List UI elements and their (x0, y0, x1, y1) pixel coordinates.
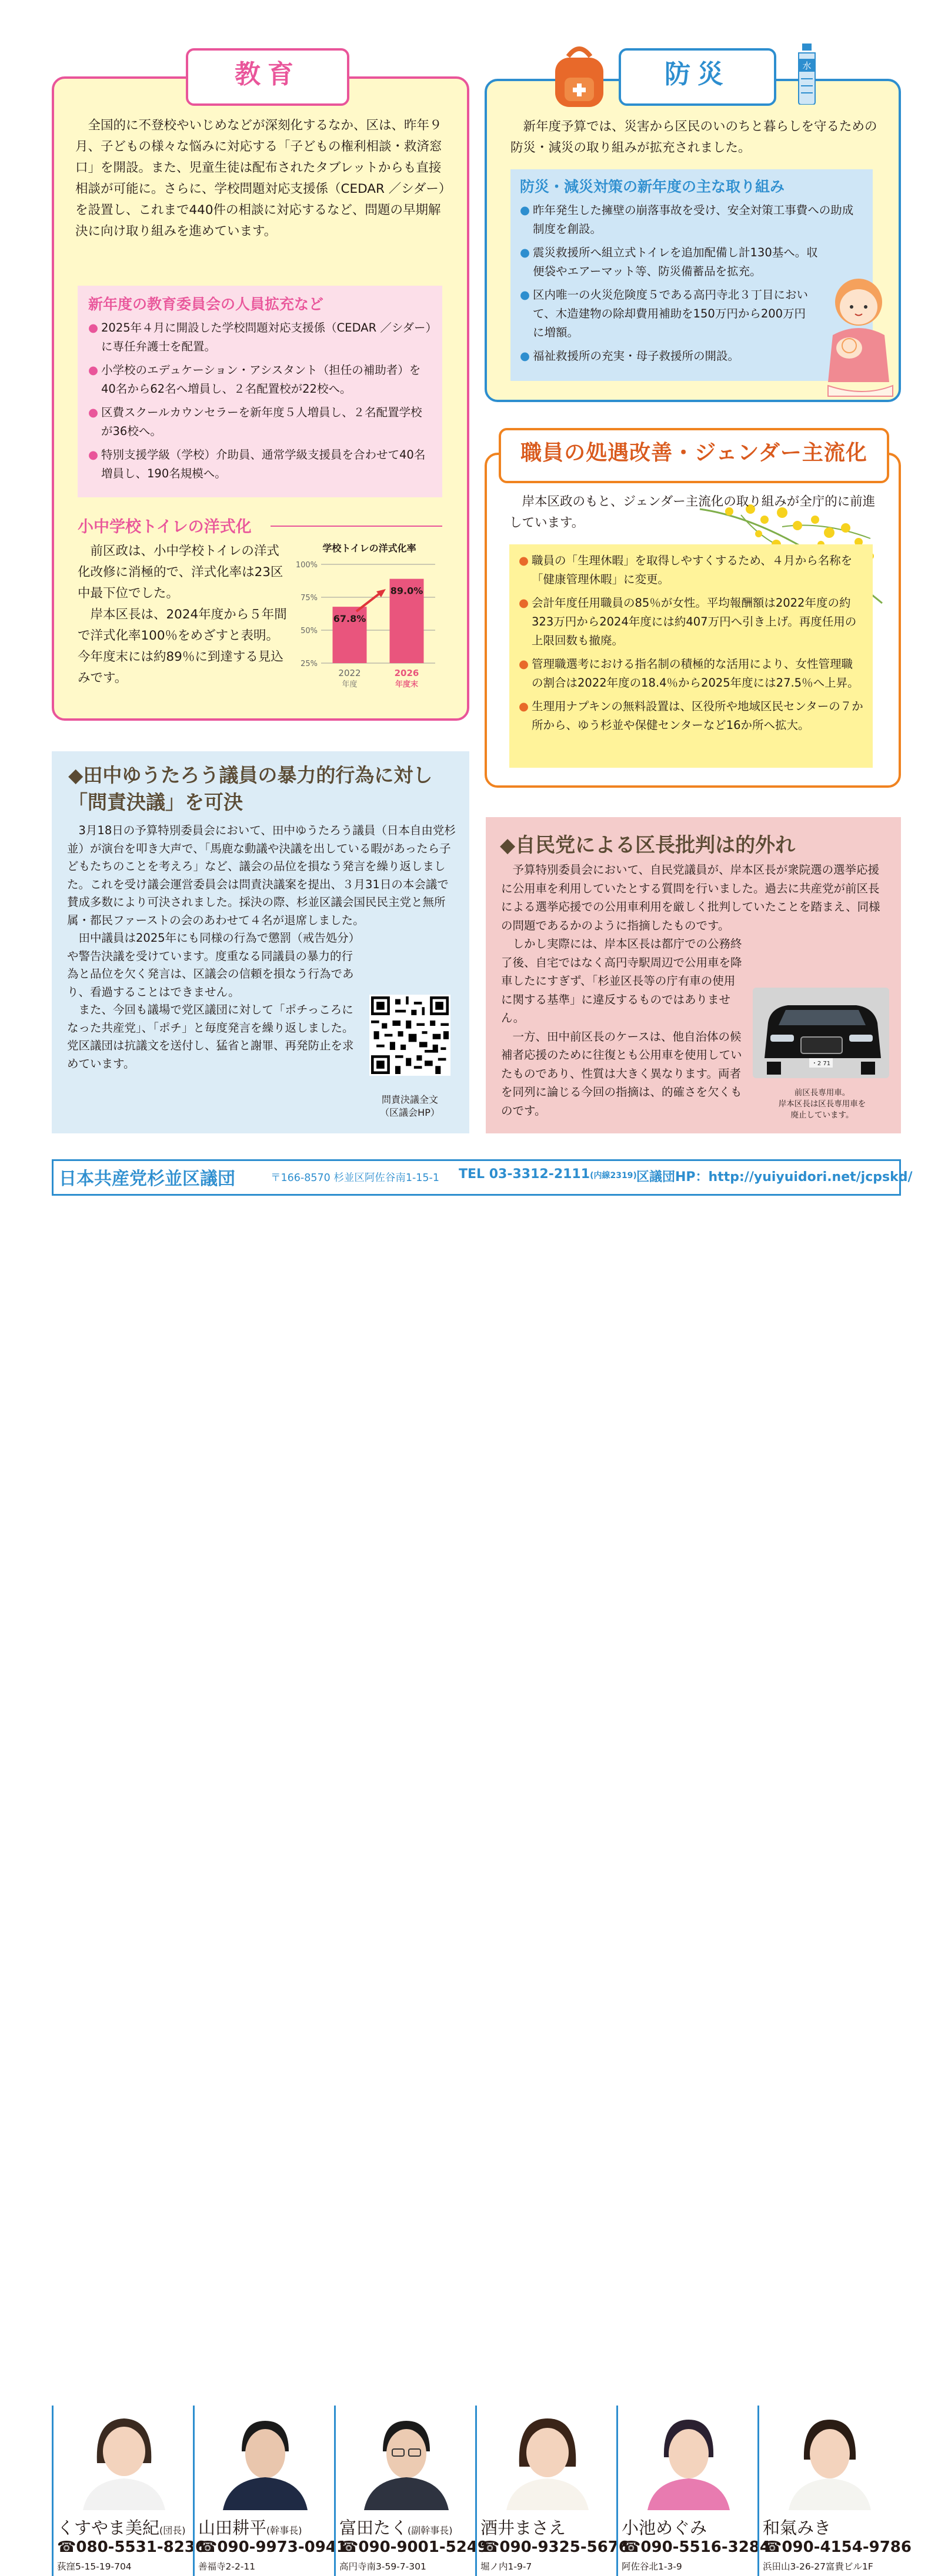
chart-data-label: 89.0% (390, 585, 423, 597)
member-photo (783, 2410, 877, 2510)
list-item (519, 697, 863, 735)
list-item-text: 福祉救援所の充実・母子救援所の開設。 (533, 349, 740, 363)
list-item-text: 区費スクールカウンセラーを新年度５人増員し、２名配置学校が36校へ。 (101, 406, 422, 438)
chart-data-label: 67.8% (333, 613, 366, 625)
member-name-text: 和氣みき (763, 2518, 832, 2538)
censure-paragraph-1: 3月18日の予算特別委員会において、田中ゆうたろう議員（日本自由党杉並）が演台を叩き大声で、「馬鹿な動議や決議を出している暇があったら子どもたちのことを考えろ」など、議会の品位を損なう発言を繰り返しました。これを受け議会運営委員会は問責決議案を提出、３月31日の本会議で賛成多数により可決されました。採決の際、杉並区議会国民民主党と無所属・都民ファーストの会のあわせて４名が退席しました。 (67, 824, 456, 927)
org-phone-extension: (内線2319) (590, 1171, 637, 1180)
member-photo (642, 2410, 736, 2510)
member-name (57, 2515, 186, 2539)
member-phone[interactable]: ☎080-5531-8236 (57, 2538, 206, 2556)
list-item (519, 594, 863, 650)
emergency-backpack-icon (550, 42, 608, 108)
org-address: 〒166-8570 杉並区阿佐谷南1-15-1 (271, 1172, 439, 1184)
education-intro: 全国的に不登校やいじめなどが深刻化するなか、区は、昨年９月、子どもの様々な悩みに対応する「子どもの権利相談・救済窓口」を開設。また、児童生徒は配布されたタブレットからも直接相談が可能に。さらに、学校問題対応支援係（CEDAR ／シダー）を設置し、これまで440件の相談に対応するなど、問題の早期解決に向け取り組みを進めています。 (75, 118, 452, 239)
member-photo (218, 2410, 312, 2510)
member-name-text: 酒井まさえ (480, 2518, 566, 2538)
member-name (339, 2515, 453, 2539)
rebuttal-heading: ◆自民党による区長批判は的外れ (500, 834, 796, 857)
chart-title: 学校トイレの洋式化率 (322, 543, 416, 554)
member-name-text: 小池めぐみ (622, 2518, 707, 2538)
toilet-paragraph-1: 前区政は、小中学校トイレの洋式化改修に消極的で、洋式化率は23区中最下位でした。 (78, 544, 283, 601)
chart-y-tick-label: 50% (301, 627, 318, 635)
list-item-text: 生理用ナプキンの無料設置は、区役所や地域区民センターの７か所から、ゆう杉並や保健センターなど16か所へ拡大。 (532, 700, 863, 732)
chart-x-tick-label: 2026 (394, 668, 419, 678)
list-item-text: 震災救援所へ組立式トイレを追加配備し計130基へ。収便袋やエアーマット等、防災備蓄品を拡充。 (533, 246, 818, 278)
bullet-icon: ● (519, 596, 529, 610)
member-phone[interactable]: ☎090-9001-5249 (339, 2538, 488, 2556)
disaster-box-title: 防災・減災対策の新年度の主な取り組み (520, 178, 785, 195)
education-box-title: 新年度の教育委員会の人員拡充など (88, 296, 324, 313)
divider (271, 526, 442, 527)
member-card (616, 2406, 770, 2576)
member-address: 阿佐谷北1-3-9 (622, 2561, 682, 2572)
member-address: 善福寺2-2-11 (198, 2561, 256, 2572)
org-phone-number: TEL 03-3312-2111 (459, 1167, 590, 1182)
member-phone[interactable]: ☎090-5516-3284 (622, 2538, 770, 2556)
water-bottle-icon (794, 44, 820, 105)
car-icon (753, 988, 889, 1078)
list-item (520, 243, 827, 281)
disaster-tab-title: 防災 (619, 48, 776, 106)
chart-x-axis (338, 668, 419, 689)
education-tab-title: 教育 (186, 48, 349, 106)
censure-paragraph-3: また、今回も議場で党区議団に対して「ポチっころになった共産党」、「ポチ」と毎度発言を繰り返しました。党区議団は抗議文を送付し、猛省と謝罪、再発防止を求めています。 (67, 1003, 354, 1070)
list-item (520, 201, 862, 239)
member-name (622, 2515, 707, 2539)
rebuttal-paragraph-3: 一方、田中前区長のケースは、他自治体の候補者応援のために往復とも公用車を使用していたものであり、性質は大きく異なります。両者を同列に論じる今回の指摘は、的確さを欠くものです。 (501, 1029, 742, 1118)
education-staff-box (78, 286, 442, 497)
member-card (334, 2406, 488, 2576)
car-caption (747, 1088, 897, 1121)
member-name (480, 2515, 566, 2539)
rebuttal-paragraph-1: 予算特別委員会において、自民党議員が、岸本区長が衆院選の選挙応援に公用車を利用していたとする質問を行いました。過去に共産党が前区長による選挙応援での公用車利用を厳しく批判していたことを踏まえ、同様の問題であるかのように指摘したものです。 (501, 863, 880, 932)
list-item-text: 管理職選考における指名制の積極的な活用により、女性管理職の割合は2022年度の18.4％から2025年度には27.5％へ上昇。 (532, 657, 859, 690)
bullet-icon: ● (88, 321, 99, 334)
qr-caption-line-2: （区議会HP） (380, 1107, 440, 1118)
bullet-icon: ● (88, 363, 99, 377)
list-item (519, 655, 863, 692)
chart-y-tick-label: 25% (301, 660, 318, 668)
qr-caption (361, 1093, 459, 1119)
members-row (52, 1203, 912, 2572)
list-item (88, 446, 432, 483)
bullet-icon: ● (88, 406, 99, 419)
member-name-text: 山田耕平 (198, 2518, 267, 2538)
car-caption-line-2: 岸本区長は区長専用車を (778, 1099, 866, 1109)
bullet-icon: ● (520, 246, 530, 259)
staff-tab-title: 職員の処遇改善・ジェンダー主流化 (499, 428, 889, 483)
member-phone[interactable]: ☎090-4154-9786 (763, 2538, 912, 2556)
member-phone[interactable]: ☎090-9325-5676 (480, 2538, 629, 2556)
list-item (88, 361, 432, 399)
bullet-icon: ● (520, 288, 530, 302)
increase-arrow-icon (356, 591, 382, 611)
member-role: (団長) (159, 2525, 186, 2536)
water-label: 水 (802, 61, 812, 71)
bullet-icon: ● (520, 349, 530, 363)
member-card (193, 2406, 347, 2576)
list-item-text: 2025年４月に開設した学校問題対応支援係（CEDAR ／シダー）に専任弁護士を配置。 (101, 321, 432, 353)
chart-x-tick-label: 年度 (342, 680, 358, 689)
car-photo (753, 988, 889, 1078)
staff-measures-box (509, 544, 873, 768)
toilet-text (78, 541, 289, 689)
list-item-text: 会計年度任用職員の85％が女性。平均報酬額は2022年度の約323万円から2024年度には約407万円へ引き上げ。再度任用の上限回数も撤廃。 (532, 596, 857, 647)
member-phone[interactable]: ☎090-9973-0941 (198, 2538, 347, 2556)
bullet-icon: ● (519, 554, 529, 567)
chart-y-tick-label: 75% (301, 594, 318, 603)
censure-heading-line-2: 「問責決議」を可決 (68, 791, 243, 814)
censure-heading (68, 762, 462, 816)
member-photo (500, 2410, 595, 2510)
qr-code-icon[interactable] (369, 995, 450, 1076)
chart-x-tick-label: 2022 (338, 668, 361, 678)
member-card (52, 2406, 206, 2576)
toilet-chart (294, 540, 445, 716)
bullet-icon: ● (519, 700, 529, 713)
list-item-text: 昨年発生した擁壁の崩落事故を受け、安全対策工事費への助成制度を創設。 (533, 203, 854, 236)
member-name-text: 富田たく (339, 2518, 408, 2538)
member-photo (77, 2410, 171, 2510)
list-item-text: 区内唯一の火災危険度５である高円寺北３丁目において、木造建物の除却費用補助を150万円から200万円に増額。 (533, 288, 809, 339)
list-item-text: 特別支援学級（学校）介助員、通常学級支援員を合わせて40名増員し、190名規模へ。 (101, 448, 426, 480)
member-photo (359, 2410, 453, 2510)
censure-heading-line-1: ◆田中ゆうたろう議員の暴力的行為に対し (68, 764, 433, 787)
org-homepage-link[interactable]: 区議団HP：http://yuiyuidori.net/jcpskd/ (636, 1170, 913, 1185)
chart-x-tick-label: 年度末 (395, 680, 419, 689)
censure-paragraph-2: 田中議員は2025年にも同様の行為で懲罰（戒告処分）や警告決議を受けています。度重なる同議員の暴力的行為と品位を欠く発言は、区議会の信頼を損なう行為であり、看過することはできません。 (67, 931, 360, 999)
member-address: 浜田山3-26-27富貴ビル1F (763, 2561, 873, 2572)
list-item-text: 小学校のエデュケーション・アシスタント（担任の補助者）を40名から62名へ増員し、２名配置校が22校へ。 (101, 363, 421, 396)
mother-baby-illustration (816, 276, 899, 400)
toilet-paragraph-2: 岸本区長は、2024年度から５年間で洋式化率100％をめざすと表明。今年度末には約89％に到達する見込みです。 (78, 607, 287, 685)
toilet-section-title: 小中学校トイレの洋式化 (78, 518, 252, 536)
list-item (88, 319, 432, 356)
member-name-text: くすやま美紀 (57, 2518, 160, 2538)
member-address: 荻窪5-15-19-704 (57, 2561, 132, 2572)
bullet-icon: ● (88, 448, 99, 461)
member-role: (副幹事長) (408, 2525, 453, 2536)
list-item (520, 347, 809, 366)
car-caption-line-3: 廃止しています。 (790, 1110, 854, 1120)
car-caption-line-1: 前区長専用車。 (794, 1088, 850, 1098)
list-item (520, 286, 809, 342)
member-card (475, 2406, 629, 2576)
list-item (519, 551, 863, 589)
rebuttal-paragraph-2: しかし実際には、岸本区長は都庁での公務終了後、自宅ではなく高円寺駅周辺で公用車を降車したにすぎず、「杉並区長等の庁有車の使用に関する基準」に違反するものではありません。 (501, 937, 742, 1025)
member-card (757, 2406, 912, 2576)
list-item (88, 403, 432, 441)
member-name (198, 2515, 302, 2539)
disaster-intro: 新年度予算では、災害から区民のいのちと暮らしを守るための防災・減災の取り組みが拡充されました。 (510, 119, 877, 155)
org-phone[interactable] (459, 1167, 637, 1182)
member-role: (幹事長) (266, 2525, 302, 2536)
member-name (763, 2515, 831, 2539)
qr-caption-line-1: 問責決議全文 (381, 1094, 438, 1105)
chart-y-axis (296, 561, 318, 668)
org-name: 日本共産党杉並区議団 (59, 1169, 235, 1189)
staff-intro: 岸本区政のもと、ジェンダー主流化の取り組みが全庁的に前進しています。 (509, 494, 876, 530)
list-item-text: 職員の「生理休暇」を取得しやすくするため、４月から名称を「健康管理休暇」に変更。 (532, 554, 853, 586)
chart-y-tick-label: 100% (295, 561, 318, 570)
plate-number: ・2 71 (811, 1060, 831, 1067)
bullet-icon: ● (520, 203, 530, 217)
member-address: 高円寺南3-59-7-301 (339, 2561, 426, 2572)
member-address: 堀ノ内1-9-7 (480, 2561, 532, 2572)
bullet-icon: ● (519, 657, 529, 671)
